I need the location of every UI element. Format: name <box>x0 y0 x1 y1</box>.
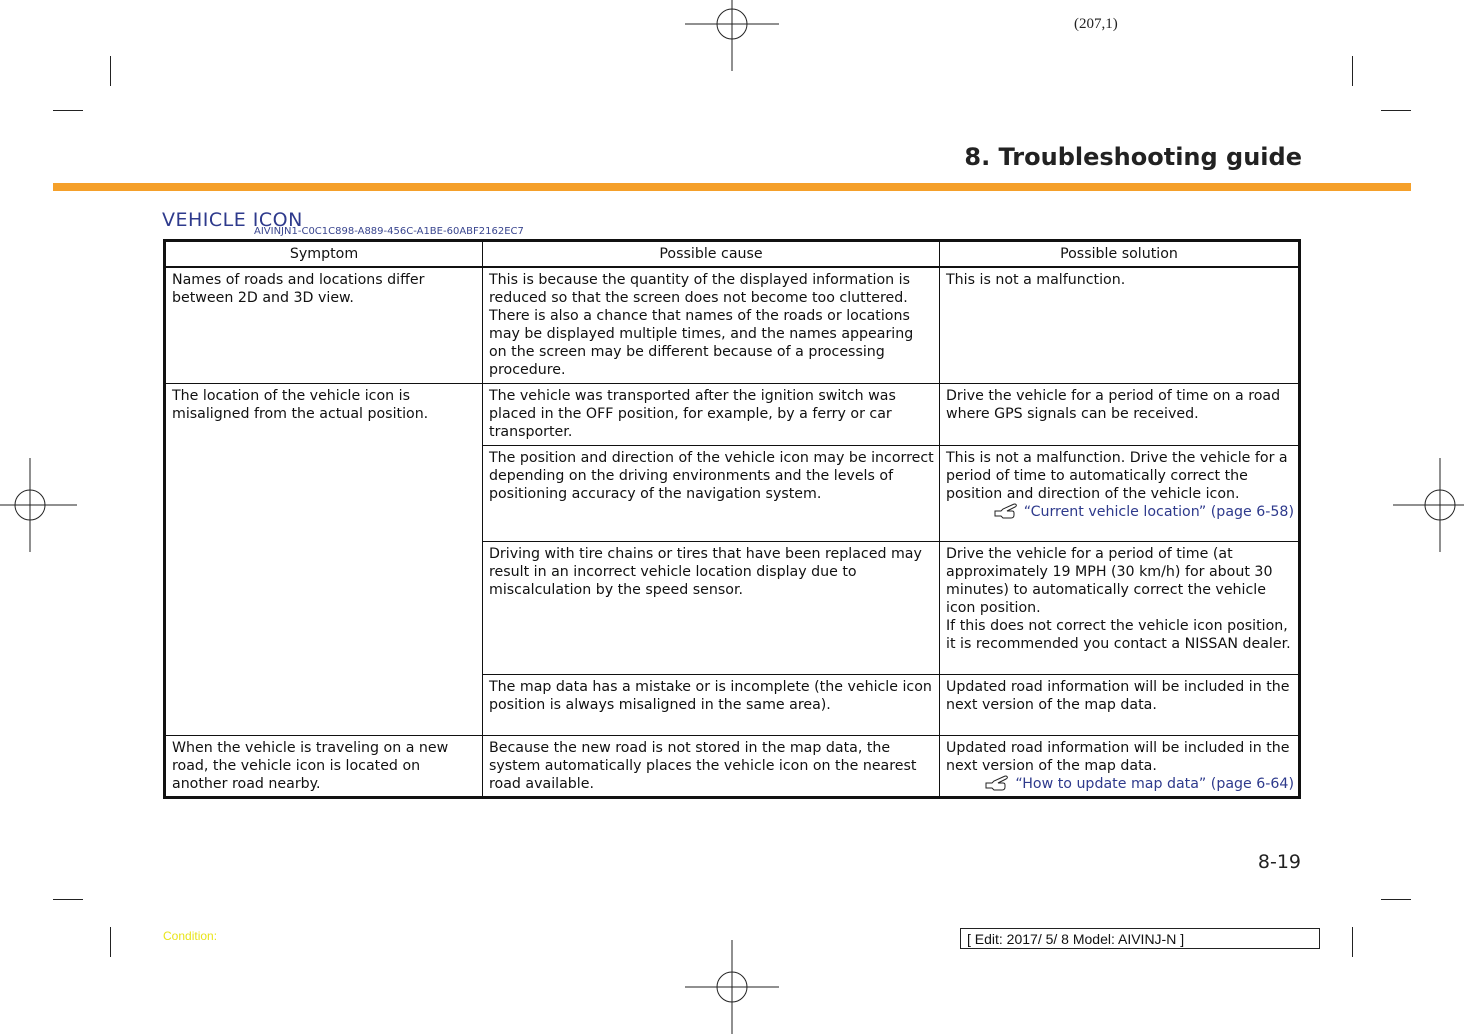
column-header-solution: Possible solution <box>940 241 1300 268</box>
registration-mark-icon <box>685 0 779 71</box>
table-row <box>165 735 1300 797</box>
solution-extra-text: If this does not correct the vehicle icon position, it is recommended you contact a NISSAN dealer. <box>946 617 1291 653</box>
hand-pointing-icon <box>993 503 1021 519</box>
solution-cell: Drive the vehicle for a period of time on a road where GPS signals can be received. <box>940 383 1300 445</box>
table-header-row <box>165 241 1300 268</box>
hand-pointing-icon <box>984 775 1012 791</box>
crop-mark <box>1381 110 1411 111</box>
column-header-cause: Possible cause <box>483 241 940 268</box>
cause-cell: The vehicle was transported after the ignition switch was placed in the OFF position, for example, by a ferry or car transporter. <box>483 383 940 445</box>
section-title: VEHICLE ICON <box>162 209 303 231</box>
crop-mark <box>110 927 111 957</box>
solution-cell <box>940 735 1300 797</box>
solution-text: This is not a malfunction. Drive the vehicle for a period of time to automatically correct the position and direction of the vehicle icon. <box>946 449 1288 502</box>
page-reference-link[interactable] <box>946 775 1294 793</box>
crop-mark <box>1352 56 1353 86</box>
solution-cell: Updated road information will be included in the next version of the map data. <box>940 674 1300 735</box>
solution-cell <box>940 541 1300 674</box>
cause-cell: Because the new road is not stored in the map data, the system automatically places the vehicle icon on the nearest road available. <box>483 735 940 797</box>
page-code: (207,1) <box>1074 16 1118 32</box>
solution-text: Updated road information will be included in the next version of the map data. <box>946 739 1290 774</box>
section-id-code: AIVINJN1-C0C1C898-A889-456C-A1BE-60ABF2162EC7 <box>254 226 524 237</box>
solution-text: Drive the vehicle for a period of time (at approximately 19 MPH (30 km/h) for about 30 minutes) to automatically correct the vehicle icon position. <box>946 545 1273 616</box>
crop-mark <box>110 56 111 86</box>
crop-mark <box>53 899 83 900</box>
registration-mark-icon <box>685 940 779 1034</box>
crop-mark <box>1352 927 1353 957</box>
solution-cell <box>940 445 1300 541</box>
page-number: 8-19 <box>1257 851 1301 873</box>
cause-cell: Driving with tire chains or tires that have been replaced may result in an incorrect vehicle location display due to miscalculation by the speed sensor. <box>483 541 940 674</box>
cause-cell: The position and direction of the vehicle icon may be incorrect depending on the driving environments and the levels of positioning accuracy of the navigation system. <box>483 445 940 541</box>
cause-cell: The map data has a mistake or is incomplete (the vehicle icon position is always misaligned in the same area). <box>483 674 940 735</box>
crop-mark <box>53 110 83 111</box>
reference-text: “How to update map data” (page 6-64) <box>1015 775 1294 792</box>
column-header-symptom: Symptom <box>165 241 483 268</box>
registration-mark-icon <box>1393 458 1464 552</box>
registration-mark-icon <box>0 458 77 552</box>
header-divider <box>53 183 1411 191</box>
symptom-cell: The location of the vehicle icon is misaligned from the actual position. <box>165 383 483 735</box>
reference-text: “Current vehicle location” (page 6-58) <box>1023 503 1294 520</box>
page-reference-link[interactable] <box>946 503 1294 521</box>
troubleshooting-table <box>163 239 1301 799</box>
symptom-cell: When the vehicle is traveling on a new road, the vehicle icon is located on another road nearby. <box>165 735 483 797</box>
symptom-cell: Names of roads and locations differ between 2D and 3D view. <box>165 267 483 383</box>
table-row <box>165 383 1300 445</box>
cause-cell: This is because the quantity of the displayed information is reduced so that the screen does not become too cluttered. There is also a chance that names of the roads or locations may be displayed multiple times, and the names appearing on the screen may be different because of a processing procedure. <box>483 267 940 383</box>
solution-cell: This is not a malfunction. <box>940 267 1300 383</box>
edit-info-box: [ Edit: 2017/ 5/ 8 Model: AIVINJ-N ] <box>960 928 1320 949</box>
crop-mark <box>1381 899 1411 900</box>
table-row <box>165 267 1300 383</box>
chapter-title: 8. Troubleshooting guide <box>964 143 1302 171</box>
condition-label: Condition: <box>163 929 218 943</box>
